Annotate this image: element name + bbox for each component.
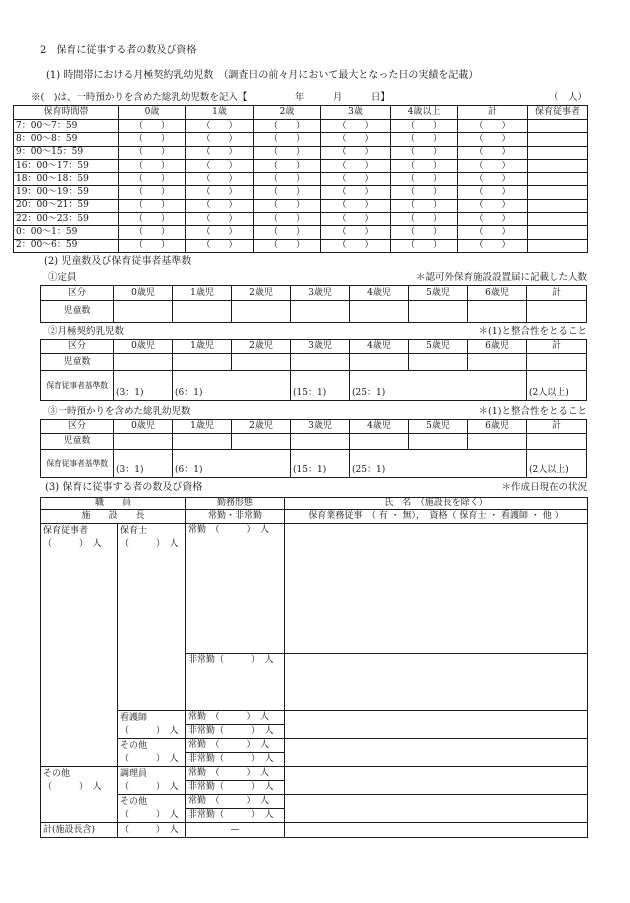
count-entry-cell: （ ） xyxy=(321,199,391,212)
column-header: 2歳児 xyxy=(232,340,291,354)
count-entry-cell: （ ） xyxy=(186,226,254,239)
column-header: 6歳児 xyxy=(468,340,527,354)
ratio-cell: (2人以上) xyxy=(527,450,587,478)
child-count-entry-cell xyxy=(173,301,232,323)
count-blank: （ ） 人 xyxy=(120,725,179,736)
section3-heading-line xyxy=(40,482,587,494)
time-row xyxy=(14,120,588,133)
child-count-entry-cell xyxy=(114,301,173,323)
staff-header-row-2 xyxy=(41,510,588,524)
count-entry-cell: （ ） xyxy=(186,173,254,186)
sub-section-total xyxy=(40,406,587,478)
count-blank: （ ） 人 xyxy=(120,781,179,792)
role-nurse-cell xyxy=(118,711,186,739)
count-entry-cell: （ ） xyxy=(254,173,321,186)
standard-row xyxy=(41,371,587,401)
section2-heading: (2) 児童数及び保育従事者基準数 xyxy=(44,256,192,267)
count-entry-cell: （ ） xyxy=(458,173,528,186)
count-entry-cell: （ ） xyxy=(254,159,321,172)
time-slot-label: 16：00～17：59 xyxy=(14,159,119,172)
count-entry-cell: （ ） xyxy=(391,159,458,172)
column-header: 区分 xyxy=(41,340,114,354)
name-entry-cell xyxy=(285,739,588,767)
column-header: 計 xyxy=(458,106,528,120)
column-header: 0歳児 xyxy=(114,420,173,434)
time-row xyxy=(14,186,588,199)
header-name-detail: 保育業務従事 （ 有 ・ 無）， 資格（ 保育士 ・ 看護師 ・ 他 ） xyxy=(285,510,588,524)
sub-table-2-caption: ②月極契約乳児数 xyxy=(48,326,125,337)
ratio-cell: (15：1) xyxy=(291,371,350,401)
count-entry-cell: （ ） xyxy=(254,186,321,199)
standard-row xyxy=(41,450,587,478)
child-count-entry-cell xyxy=(232,301,291,323)
staff-entry-cell xyxy=(528,120,588,133)
sub-table-3-caption: ③一時預かりを含めた総乳幼児数 xyxy=(48,406,191,417)
count-entry-cell: （ ） xyxy=(321,213,391,226)
count-entry-cell: （ ） xyxy=(458,159,528,172)
header-staff: 職 員 xyxy=(41,498,186,510)
child-count-row xyxy=(41,301,587,323)
role-cook-cell xyxy=(118,767,186,795)
time-row xyxy=(14,133,588,146)
child-count-entry-cell xyxy=(350,434,409,450)
child-count-entry-cell xyxy=(468,434,527,450)
time-row xyxy=(14,199,588,212)
count-entry-cell: （ ） xyxy=(321,120,391,133)
count-entry-cell: （ ） xyxy=(186,186,254,199)
child-count-entry-cell xyxy=(409,434,468,450)
child-count-entry-cell xyxy=(291,354,350,371)
column-header: 4歳児 xyxy=(350,420,409,434)
row-label-children: 児童数 xyxy=(41,301,114,323)
count-entry-cell: （ ） xyxy=(186,239,254,252)
role-label: その他 xyxy=(120,796,148,807)
count-entry-cell: （ ） xyxy=(186,120,254,133)
parttime-count-cell: 非常勤（ ） 人 xyxy=(186,725,285,739)
name-entry-cell xyxy=(285,795,588,823)
staff-entry-cell xyxy=(528,159,588,172)
role-label: 調理員 xyxy=(120,768,148,779)
count-entry-cell: （ ） xyxy=(119,226,186,239)
column-header: 5歳児 xyxy=(409,340,468,354)
count-entry-cell: （ ） xyxy=(458,120,528,133)
count-entry-cell: （ ） xyxy=(254,133,321,146)
count-entry-cell: （ ） xyxy=(321,133,391,146)
time-row xyxy=(14,226,588,239)
staff-entry-cell xyxy=(528,239,588,252)
column-header: 2歳児 xyxy=(232,420,291,434)
column-header: 計 xyxy=(527,340,587,354)
row-label-standard: 保育従事者基準数 xyxy=(41,450,114,478)
child-count-entry-cell xyxy=(173,354,232,371)
row-cook-fulltime xyxy=(41,767,588,781)
count-entry-cell: （ ） xyxy=(391,213,458,226)
count-entry-cell: （ ） xyxy=(391,186,458,199)
role-other-cell xyxy=(118,795,186,823)
count-entry-cell: （ ） xyxy=(119,186,186,199)
child-count-entry-cell xyxy=(468,354,527,371)
header-worktype: 勤務形態 xyxy=(186,498,285,510)
count-entry-cell: （ ） xyxy=(391,133,458,146)
count-entry-cell: （ ） xyxy=(391,120,458,133)
row-label-standard: 保育従事者基準数 xyxy=(41,371,114,401)
staff-entry-cell xyxy=(528,213,588,226)
count-entry-cell: （ ） xyxy=(254,226,321,239)
child-count-entry-cell xyxy=(468,301,527,323)
count-entry-cell: （ ） xyxy=(119,199,186,212)
sub-table-2-note: ＊(1)と整合性をとること xyxy=(478,326,587,337)
name-entry-cell xyxy=(285,711,588,739)
name-entry-cell xyxy=(285,524,588,654)
total-count-cell: （ ） 人 xyxy=(118,823,186,838)
count-entry-cell: （ ） xyxy=(391,239,458,252)
count-entry-cell: （ ） xyxy=(458,146,528,159)
staff-entry-cell xyxy=(528,133,588,146)
column-header: 1歳児 xyxy=(173,420,232,434)
count-entry-cell: （ ） xyxy=(254,120,321,133)
staff-entry-cell xyxy=(528,173,588,186)
column-header: 計 xyxy=(527,286,587,301)
child-count-entry-cell xyxy=(114,434,173,450)
time-slot-label: 0：00～1：59 xyxy=(14,226,119,239)
child-count-entry-cell xyxy=(527,434,587,450)
role-nursery-teacher-cell xyxy=(118,524,186,711)
column-header: 保育時間帯 xyxy=(14,106,119,120)
column-header: 5歳児 xyxy=(409,420,468,434)
count-blank: （ ） 人 xyxy=(43,539,102,549)
child-count-entry-cell xyxy=(232,434,291,450)
ratio-cell: (3：1) xyxy=(114,450,173,478)
column-header: 4歳児 xyxy=(350,286,409,301)
fulltime-count-cell: 常勤 （ ） 人 xyxy=(186,739,285,753)
age-table-2 xyxy=(40,339,587,401)
header-name: 氏 名 （施設長を除く） xyxy=(285,498,588,510)
count-entry-cell: （ ） xyxy=(458,199,528,212)
column-header: 0歳児 xyxy=(114,286,173,301)
sub-table-3-note: ＊(1)と整合性をとること xyxy=(478,406,587,417)
ratio-cell: (15：1) xyxy=(291,450,350,478)
ratio-cell: (6：1) xyxy=(173,371,291,401)
child-count-entry-cell xyxy=(350,354,409,371)
child-count-entry-cell xyxy=(527,354,587,371)
category-label: 保育従事者 xyxy=(43,526,89,536)
section1-note: ※( )は、一時預かりを含めた総乳幼児数を記入【 年 月 日】 xyxy=(31,92,390,103)
child-count-entry-cell xyxy=(350,301,409,323)
count-entry-cell: （ ） xyxy=(321,186,391,199)
time-slot-label: 8：00～8：59 xyxy=(14,133,119,146)
age-table-1 xyxy=(40,285,587,323)
column-header: 0歳 xyxy=(119,106,186,120)
time-row xyxy=(14,146,588,159)
count-entry-cell: （ ） xyxy=(119,239,186,252)
section1-note-line xyxy=(31,92,587,104)
staff-entry-cell xyxy=(528,199,588,212)
column-header: 4歳児 xyxy=(350,340,409,354)
column-header: 3歳児 xyxy=(291,340,350,354)
time-slot-label: 18：00～18：59 xyxy=(14,173,119,186)
count-entry-cell: （ ） xyxy=(119,146,186,159)
child-count-row xyxy=(41,354,587,371)
count-entry-cell: （ ） xyxy=(186,213,254,226)
time-slot-label: 7：00～7：59 xyxy=(14,120,119,133)
total-label-cell: 計(施設長含) xyxy=(41,823,118,838)
row-label-children: 児童数 xyxy=(41,434,114,450)
count-entry-cell: （ ） xyxy=(119,213,186,226)
staff-entry-cell xyxy=(528,186,588,199)
count-entry-cell: （ ） xyxy=(254,146,321,159)
column-header: 1歳児 xyxy=(173,340,232,354)
parttime-count-cell: 非常勤（ ） 人 xyxy=(186,654,285,711)
column-header: 区分 xyxy=(41,420,114,434)
column-header: 3歳 xyxy=(321,106,391,120)
time-slot-label: 22：00～23：59 xyxy=(14,213,119,226)
name-entry-cell xyxy=(285,654,588,711)
count-entry-cell: （ ） xyxy=(119,120,186,133)
count-entry-cell: （ ） xyxy=(321,159,391,172)
child-count-entry-cell xyxy=(232,354,291,371)
page-title: 2 保育に従事する者の数及び資格 xyxy=(40,45,197,56)
fulltime-count-cell: 常勤 （ ） 人 xyxy=(186,524,285,654)
sub-table-1-caption: ①定員 xyxy=(48,272,77,283)
parttime-count-cell: 非常勤（ ） 人 xyxy=(186,781,285,795)
child-count-entry-cell xyxy=(409,354,468,371)
count-entry-cell: （ ） xyxy=(321,146,391,159)
column-header: 5歳児 xyxy=(409,286,468,301)
category-childcare-worker-cell xyxy=(41,524,118,767)
time-slot-label: 2：00～6：59 xyxy=(14,239,119,252)
count-entry-cell: （ ） xyxy=(119,133,186,146)
row-label-children: 児童数 xyxy=(41,354,114,371)
column-header: 1歳児 xyxy=(173,286,232,301)
section3-heading: (3) 保育に従事する者の数及び資格 xyxy=(45,482,203,493)
count-entry-cell: （ ） xyxy=(321,173,391,186)
count-blank: （ ） 人 xyxy=(43,782,102,792)
category-label: その他 xyxy=(43,769,71,779)
time-slot-label: 20：00～21：59 xyxy=(14,199,119,212)
time-row xyxy=(14,213,588,226)
row-nurse-fulltime xyxy=(41,711,588,725)
row-nursery-fulltime xyxy=(41,524,588,654)
staff-entry-cell xyxy=(528,146,588,159)
count-blank: （ ） 人 xyxy=(120,809,179,820)
header-row xyxy=(41,340,587,354)
column-header: 3歳児 xyxy=(291,420,350,434)
count-entry-cell: （ ） xyxy=(119,159,186,172)
ratio-cell: (3：1) xyxy=(114,371,173,401)
count-entry-cell: （ ） xyxy=(458,213,528,226)
column-header: 1歳 xyxy=(186,106,254,120)
column-header: 6歳児 xyxy=(468,420,527,434)
time-row xyxy=(14,173,588,186)
count-entry-cell: （ ） xyxy=(186,159,254,172)
column-header: 2歳 xyxy=(254,106,321,120)
name-entry-cell xyxy=(285,767,588,795)
sub-section-capacity xyxy=(40,272,587,323)
header-workstatus: 常勤・非常勤 xyxy=(186,510,285,524)
category-other-cell xyxy=(41,767,118,823)
staff-table xyxy=(40,497,588,838)
role-label: 保育士 xyxy=(120,526,148,536)
count-entry-cell: （ ） xyxy=(254,239,321,252)
row-other2-fulltime xyxy=(41,795,588,809)
time-slot-table xyxy=(13,105,588,253)
caption-line xyxy=(40,326,587,338)
name-entry-cell xyxy=(285,823,588,838)
count-entry-cell: （ ） xyxy=(458,226,528,239)
sub-section-monthly xyxy=(40,326,587,401)
count-entry-cell: （ ） xyxy=(458,239,528,252)
header-row xyxy=(14,106,588,120)
child-count-entry-cell xyxy=(291,301,350,323)
staff-entry-cell xyxy=(528,226,588,239)
caption-line xyxy=(40,272,587,284)
time-row xyxy=(14,239,588,252)
fulltime-count-cell: 常勤 （ ） 人 xyxy=(186,767,285,781)
column-header: 3歳児 xyxy=(291,286,350,301)
fulltime-count-cell: 常勤 （ ） 人 xyxy=(186,795,285,809)
role-other-cell xyxy=(118,739,186,767)
column-header: 計 xyxy=(527,420,587,434)
child-count-entry-cell xyxy=(527,301,587,323)
sub-table-1-note: ＊認可外保育施設設置届に記載した人数 xyxy=(415,272,587,283)
header-row xyxy=(41,420,587,434)
child-count-row xyxy=(41,434,587,450)
section3-note: ＊作成日現在の状況 xyxy=(501,482,587,493)
child-count-entry-cell xyxy=(114,354,173,371)
column-header: 保育従事者 xyxy=(528,106,588,120)
count-entry-cell: （ ） xyxy=(391,146,458,159)
column-header: 6歳児 xyxy=(468,286,527,301)
count-entry-cell: （ ） xyxy=(321,239,391,252)
parttime-count-cell: 非常勤（ ） 人 xyxy=(186,809,285,823)
ratio-cell: (25：1) xyxy=(350,371,527,401)
ratio-cell: (25：1) xyxy=(350,450,527,478)
age-table-3 xyxy=(40,419,587,478)
row-other1-fulltime xyxy=(41,739,588,753)
column-header: 0歳児 xyxy=(114,340,173,354)
section1-heading: (1) 時間帯における月極契約乳幼児数 （調査日の前々月において最大となった日の実績を記載） xyxy=(46,70,479,81)
column-header: 区分 xyxy=(41,286,114,301)
time-row xyxy=(14,159,588,172)
header-director: 施 設 長 xyxy=(41,510,186,524)
row-total xyxy=(41,823,588,838)
count-entry-cell: （ ） xyxy=(458,133,528,146)
count-blank: （ ） 人 xyxy=(120,753,179,764)
section1-unit: （ 人） xyxy=(548,92,587,103)
child-count-entry-cell xyxy=(173,434,232,450)
count-entry-cell: （ ） xyxy=(186,146,254,159)
count-entry-cell: （ ） xyxy=(321,226,391,239)
child-count-entry-cell xyxy=(291,434,350,450)
fulltime-count-cell: 常勤 （ ） 人 xyxy=(186,711,285,725)
count-entry-cell: （ ） xyxy=(458,186,528,199)
time-slot-label: 19：00～19：59 xyxy=(14,186,119,199)
ratio-cell: (2人以上) xyxy=(527,371,587,401)
dash-cell: — xyxy=(186,823,285,838)
count-entry-cell: （ ） xyxy=(391,199,458,212)
count-entry-cell: （ ） xyxy=(391,173,458,186)
ratio-cell: (6：1) xyxy=(173,450,291,478)
count-blank: （ ） 人 xyxy=(120,539,179,549)
column-header: 4歳以上 xyxy=(391,106,458,120)
count-entry-cell: （ ） xyxy=(254,199,321,212)
count-entry-cell: （ ） xyxy=(254,213,321,226)
column-header: 2歳児 xyxy=(232,286,291,301)
staff-header-row-1 xyxy=(41,498,588,510)
child-count-entry-cell xyxy=(409,301,468,323)
role-label: その他 xyxy=(120,740,148,751)
count-entry-cell: （ ） xyxy=(391,226,458,239)
header-row xyxy=(41,286,587,301)
count-entry-cell: （ ） xyxy=(186,133,254,146)
role-label: 看護師 xyxy=(120,712,148,723)
caption-line xyxy=(40,406,587,418)
parttime-count-cell: 非常勤（ ） 人 xyxy=(186,753,285,767)
count-entry-cell: （ ） xyxy=(119,173,186,186)
time-slot-label: 9：00～15：59 xyxy=(14,146,119,159)
count-entry-cell: （ ） xyxy=(186,199,254,212)
